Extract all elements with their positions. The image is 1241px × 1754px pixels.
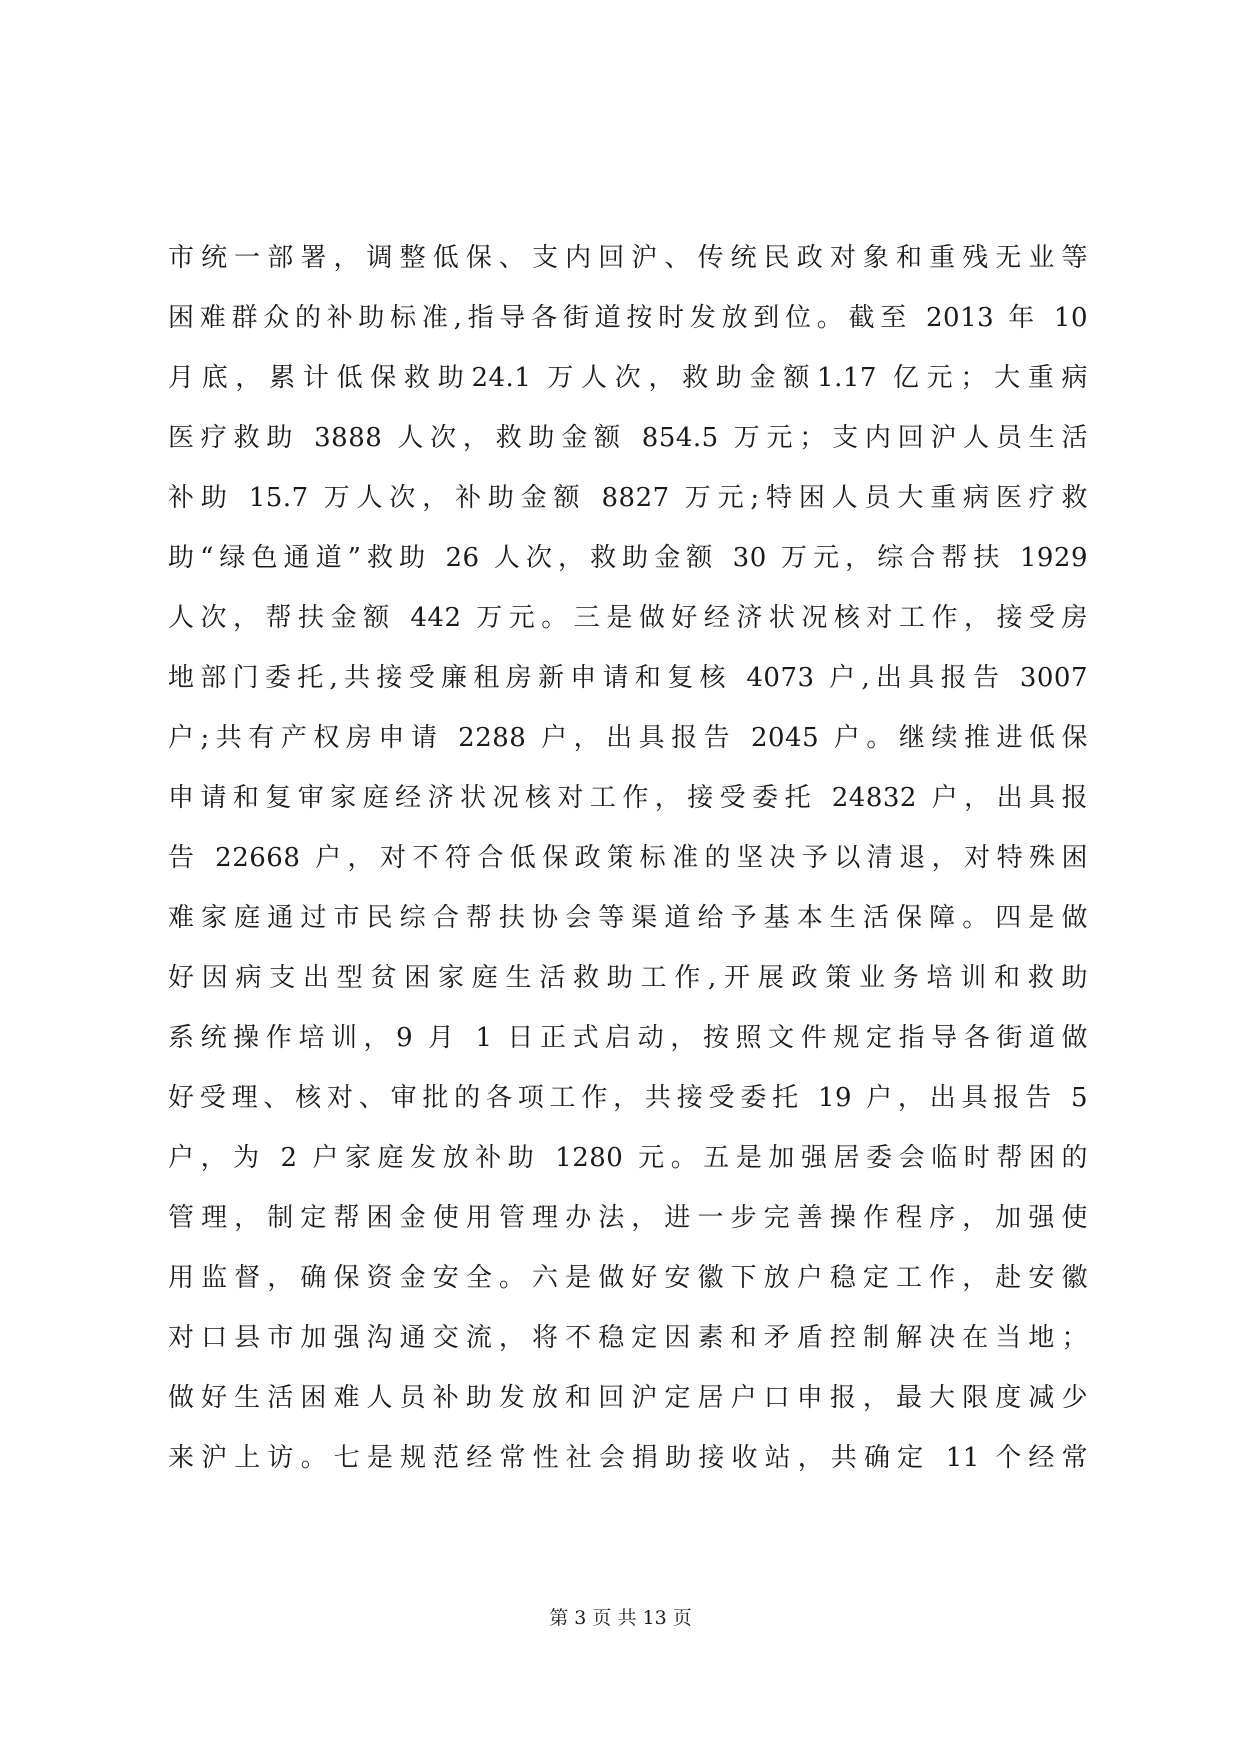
text-line: 来沪上访。七是规范经常性社会捐助接收站，共确定 11 个经常	[168, 1443, 1088, 1473]
text-line: 困难群众的补助标准,指导各街道按时发放到位。截至 2013 年 10	[168, 303, 1088, 333]
text-line: 告 22668 户，对不符合低保政策标准的坚决予以清退，对特殊困	[168, 843, 1088, 873]
text-line: 好受理、核对、审批的各项工作，共接受委托 19 户，出具报告 5	[168, 1083, 1088, 1113]
text-line: 户;共有产权房申请 2288 户，出具报告 2045 户。继续推进低保	[168, 723, 1088, 753]
text-line: 难家庭通过市民综合帮扶协会等渠道给予基本生活保障。四是做	[168, 903, 1088, 933]
text-line: 做好生活困难人员补助发放和回沪定居户口申报，最大限度减少	[168, 1383, 1088, 1413]
text-line: 人次，帮扶金额 442 万元。三是做好经济状况核对工作，接受房	[168, 603, 1088, 633]
text-line: 市统一部署，调整低保、支内回沪、传统民政对象和重残无业等	[168, 243, 1088, 273]
text-line: 好因病支出型贫困家庭生活救助工作,开展政策业务培训和救助	[168, 963, 1088, 993]
text-line: 月底，累计低保救助24.1 万人次，救助金额1.17 亿元；大重病	[168, 363, 1088, 393]
text-line: 对口县市加强沟通交流，将不稳定因素和矛盾控制解决在当地；	[168, 1323, 1088, 1353]
text-line: 用监督，确保资金安全。六是做好安徽下放户稳定工作，赴安徽	[168, 1263, 1088, 1293]
text-line: 地部门委托,共接受廉租房新申请和复核 4073 户,出具报告 3007	[168, 663, 1088, 693]
text-line: 管理，制定帮困金使用管理办法，进一步完善操作程序，加强使	[168, 1203, 1088, 1233]
text-line: 系统操作培训，9 月 1 日正式启动，按照文件规定指导各街道做	[168, 1023, 1088, 1053]
text-line: 助“绿色通道”救助 26 人次，救助金额 30 万元，综合帮扶 1929	[168, 543, 1088, 573]
text-line: 户，为 2 户家庭发放补助 1280 元。五是加强居委会临时帮困的	[168, 1143, 1088, 1173]
body-paragraph	[168, 228, 1088, 1488]
text-line: 申请和复审家庭经济状况核对工作，接受委托 24832 户，出具报	[168, 783, 1088, 813]
text-line: 补助 15.7 万人次，补助金额 8827 万元;特困人员大重病医疗救	[168, 483, 1088, 513]
page-number-footer: 第 3 页 共 13 页	[549, 1607, 692, 1629]
text-line: 医疗救助 3888 人次，救助金额 854.5 万元；支内回沪人员生活	[168, 423, 1088, 453]
